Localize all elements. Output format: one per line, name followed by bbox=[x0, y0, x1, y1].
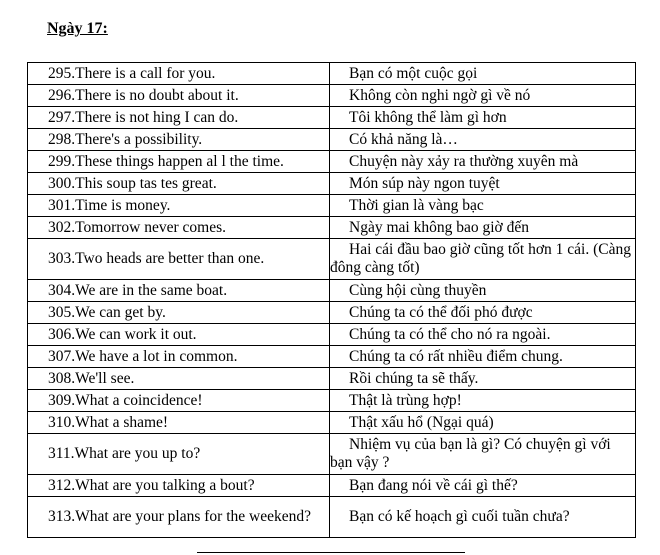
table-row bbox=[28, 151, 636, 173]
vietnamese-translation: Thật xấu hổ (Ngại quá) bbox=[330, 412, 636, 434]
english-phrase: 313.What are your plans for the weekend? bbox=[28, 497, 330, 538]
english-phrase: 307.We have a lot in common. bbox=[28, 346, 330, 368]
table-row bbox=[28, 412, 636, 434]
vietnamese-translation: Nhiệm vụ của bạn là gì? Có chuyện gì với bạn vậy ? bbox=[330, 434, 636, 475]
table-row bbox=[28, 475, 636, 497]
table-row bbox=[28, 63, 636, 85]
vietnamese-translation: Chúng ta có rất nhiều điểm chung. bbox=[330, 346, 636, 368]
english-phrase: 306.We can work it out. bbox=[28, 324, 330, 346]
vietnamese-translation: Ngày mai không bao giờ đến bbox=[330, 217, 636, 239]
vietnamese-translation: Có khả năng là… bbox=[330, 129, 636, 151]
vietnamese-translation: Chúng ta có thể cho nó ra ngoài. bbox=[330, 324, 636, 346]
english-phrase: 301.Time is money. bbox=[28, 195, 330, 217]
footer-rule bbox=[197, 552, 465, 553]
phrase-table bbox=[27, 62, 636, 538]
english-phrase: 303.Two heads are better than one. bbox=[28, 239, 330, 280]
english-phrase: 295.There is a call for you. bbox=[28, 63, 330, 85]
table-row bbox=[28, 280, 636, 302]
vietnamese-translation: Bạn có kế hoạch gì cuối tuần chưa? bbox=[330, 497, 636, 538]
english-phrase: 296.There is no doubt about it. bbox=[28, 85, 330, 107]
table-row bbox=[28, 346, 636, 368]
english-phrase: 299.These things happen al l the time. bbox=[28, 151, 330, 173]
english-phrase: 311.What are you up to? bbox=[28, 434, 330, 475]
english-phrase: 305.We can get by. bbox=[28, 302, 330, 324]
vietnamese-translation: Món súp này ngon tuyệt bbox=[330, 173, 636, 195]
vietnamese-translation: Cùng hội cùng thuyền bbox=[330, 280, 636, 302]
table-row bbox=[28, 390, 636, 412]
vietnamese-translation: Tôi không thể làm gì hơn bbox=[330, 107, 636, 129]
table-row bbox=[28, 173, 636, 195]
english-phrase: 302.Tomorrow never comes. bbox=[28, 217, 330, 239]
table-row bbox=[28, 195, 636, 217]
english-phrase: 310.What a shame! bbox=[28, 412, 330, 434]
vietnamese-translation: Thời gian là vàng bạc bbox=[330, 195, 636, 217]
table-row bbox=[28, 129, 636, 151]
english-phrase: 298.There's a possibility. bbox=[28, 129, 330, 151]
vietnamese-translation: Bạn đang nói về cái gì thế? bbox=[330, 475, 636, 497]
english-phrase: 297.There is not hing I can do. bbox=[28, 107, 330, 129]
vietnamese-translation: Thật là trùng hợp! bbox=[330, 390, 636, 412]
table-row bbox=[28, 302, 636, 324]
table-row bbox=[28, 107, 636, 129]
table-row bbox=[28, 217, 636, 239]
english-phrase: 304.We are in the same boat. bbox=[28, 280, 330, 302]
vietnamese-translation: Chúng ta có thể đối phó được bbox=[330, 302, 636, 324]
vietnamese-translation: Không còn nghi ngờ gì về nó bbox=[330, 85, 636, 107]
english-phrase: 312.What are you talking a bout? bbox=[28, 475, 330, 497]
table-row bbox=[28, 497, 636, 538]
english-phrase: 308.We'll see. bbox=[28, 368, 330, 390]
table-row bbox=[28, 434, 636, 475]
vietnamese-translation: Hai cái đầu bao giờ cũng tốt hơn 1 cái. (Càng đông càng tốt) bbox=[330, 239, 636, 280]
vietnamese-translation: Bạn có một cuộc gọi bbox=[330, 63, 636, 85]
english-phrase: 309.What a coincidence! bbox=[28, 390, 330, 412]
table-row bbox=[28, 324, 636, 346]
table-row bbox=[28, 239, 636, 280]
vietnamese-translation: Chuyện này xảy ra thường xuyên mà bbox=[330, 151, 636, 173]
table-row bbox=[28, 368, 636, 390]
table-row bbox=[28, 85, 636, 107]
english-phrase: 300.This soup tas tes great. bbox=[28, 173, 330, 195]
vietnamese-translation: Rồi chúng ta sẽ thấy. bbox=[330, 368, 636, 390]
page-heading: Ngày 17: bbox=[47, 20, 108, 37]
